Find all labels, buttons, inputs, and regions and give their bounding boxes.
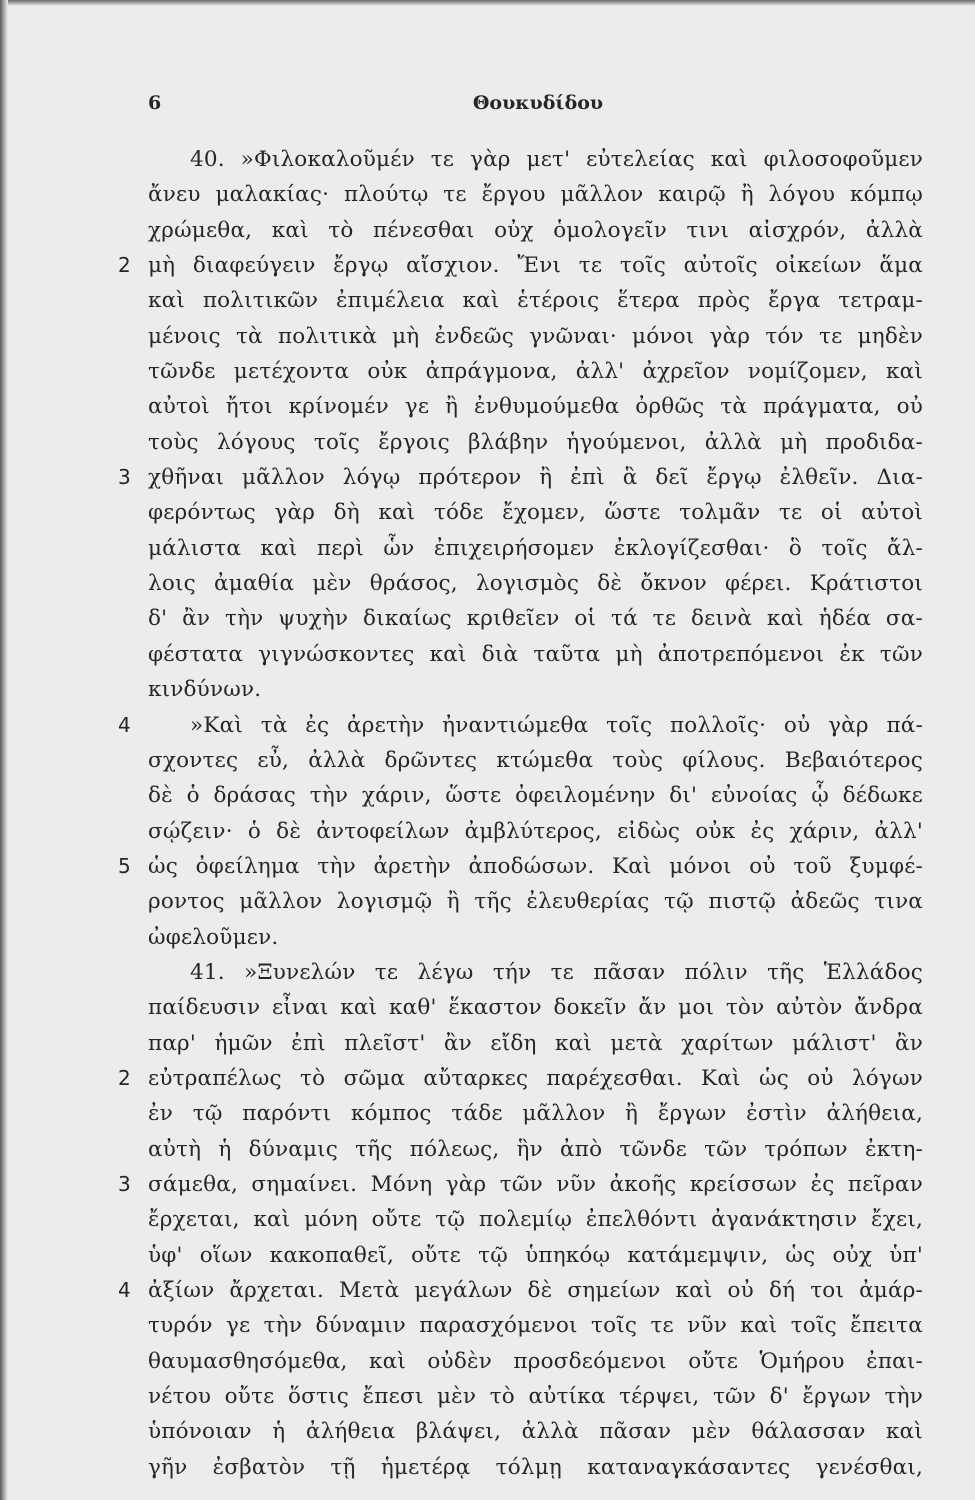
section-number: 4 — [118, 1278, 131, 1302]
line-text: εὐτραπέλως τὸ σῶμα αὔταρκες παρέχεσθαι. Καὶ ὡς οὐ λόγων — [148, 1065, 923, 1091]
section-number: 5 — [118, 853, 131, 878]
line-text: θαυμασθησόμεθα, καὶ οὐδὲν προσδεόμενοι οὔτε Ὁμήρου ἐπαι- — [148, 1348, 923, 1374]
line-text: ἀξίων ἄρχεται. Μετὰ μεγάλων δὲ σημείων καὶ οὐ δή τοι ἀμάρ- — [148, 1278, 923, 1303]
text-line — [118, 849, 923, 884]
line-text: ἐν τῷ παρόντι κόμπος τάδε μᾶλλον ἢ ἔργων ἐστὶν ἀλήθεια, — [148, 1101, 923, 1127]
line-text: ἄνευ μαλακίας· πλούτῳ τε ἔργου μᾶλλον καιρῷ ἢ λόγου κόμπῳ — [148, 182, 923, 208]
section-number: 2 — [118, 253, 131, 278]
text-line — [148, 990, 923, 1025]
line-text: τῶνδε μετέχοντα οὐκ ἀπράγμονα, ἀλλ' ἀχρεῖον νομίζομεν, καὶ — [148, 359, 923, 385]
line-text: »Καὶ τὰ ἐς ἀρετὴν ἠναντιώμεθα τοῖς πολλοῖς· οὐ γὰρ πά- — [190, 712, 923, 738]
text-line — [148, 637, 923, 672]
text-line — [148, 672, 923, 707]
text-line — [148, 1344, 923, 1379]
text-line — [118, 460, 923, 495]
line-text: σχοντες εὖ, ἀλλὰ δρῶντες κτώμεθα τοὺς φίλους. Βεβαιότερος — [148, 747, 923, 773]
line-text: ὑφ' οἵων κακοπαθεῖ, οὔτε τῷ ὑπηκόῳ κατάμεμψιν, ὡς οὐχ ὑπ' — [148, 1242, 923, 1268]
text-line — [148, 425, 923, 460]
text-line — [148, 495, 923, 530]
text-line — [148, 1096, 923, 1131]
section-number: 3 — [118, 1171, 131, 1196]
text-line — [148, 1132, 923, 1167]
line-text: κινδύνων. — [148, 677, 262, 703]
text-line — [118, 1167, 923, 1202]
line-text: αὐτὴ ἡ δύναμις τῆς πόλεως, ἣν ἀπὸ τῶνδε τῶν τρόπων ἐκτη- — [148, 1136, 923, 1162]
text-line — [148, 319, 923, 354]
text-line — [148, 177, 923, 212]
line-text: τυρόν γε τὴν δύναμιν παρασχόμενοι τοῖς τε νῦν καὶ τοῖς ἔπειτα — [148, 1313, 923, 1339]
text-line — [118, 708, 923, 743]
text-line — [118, 1273, 923, 1308]
text-line — [148, 566, 923, 601]
text-line — [148, 778, 923, 813]
line-text: χθῆναι μᾶλλον λόγῳ πρότερον ἢ ἐπὶ ἃ δεῖ ἔργῳ ἐλθεῖν. Δια- — [148, 465, 923, 491]
text-line — [148, 142, 923, 177]
text-line — [148, 1308, 923, 1343]
section-number: 4 — [118, 712, 131, 737]
line-text: σάμεθα, σημαίνει. Μόνη γὰρ τῶν νῦν ἀκοῆς κρείσσων ἐς πεῖραν — [148, 1171, 923, 1197]
line-text: 41. »Ξυνελών τε λέγω τήν τε πᾶσαν πόλιν τῆς Ἑλλάδος — [190, 959, 923, 985]
line-text: δὲ ὁ δράσας τὴν χάριν, ὥστε ὀφειλομένην δι' εὐνοίας ᾧ δέδωκε — [148, 783, 923, 809]
text-line — [148, 213, 923, 248]
text-line — [148, 601, 923, 636]
text-line — [148, 814, 923, 849]
text-body — [118, 142, 923, 1485]
section-number: 3 — [118, 465, 131, 490]
book-title: Θουκυδίδου — [472, 92, 604, 114]
text-line — [148, 531, 923, 566]
text-line — [148, 1238, 923, 1273]
text-line — [148, 1202, 923, 1237]
text-line — [148, 955, 923, 990]
text-line — [118, 1061, 923, 1096]
line-text: παίδευσιν εἶναι καὶ καθ' ἕκαστον δοκεῖν ἄν μοι τὸν αὐτὸν ἄνδρα — [148, 995, 923, 1021]
line-text: μάλιστα καὶ περὶ ὧν ἐπιχειρήσομεν ἐκλογίζεσθαι· ὃ τοῖς ἄλ- — [148, 535, 923, 561]
line-text: δ' ἂν τὴν ψυχὴν δικαίως κριθεῖεν οἱ τά τε δεινὰ καὶ ἡδέα σα- — [148, 606, 923, 632]
line-text: ὠφελοῦμεν. — [148, 924, 279, 950]
line-text: μὴ διαφεύγειν ἔργῳ αἴσχιον. Ἔνι τε τοῖς αὐτοῖς οἰκείων ἅμα — [148, 253, 923, 279]
line-text: φερόντως γὰρ δὴ καὶ τόδε ἔχομεν, ὥστε τολμᾶν τε οἱ αὐτοὶ — [148, 500, 923, 526]
line-text: σῴζειν· ὁ δὲ ἀντοφείλων ἀμβλύτερος, εἰδὼς οὐκ ἐς χάριν, ἀλλ' — [148, 818, 923, 844]
section-number: 2 — [118, 1065, 131, 1090]
text-line — [148, 884, 923, 919]
running-head — [148, 92, 928, 122]
scan-edge-top — [0, 0, 975, 6]
line-text: τοὺς λόγους τοῖς ἔργοις βλάβην ἡγούμενοι, ἀλλὰ μὴ προδιδα- — [148, 429, 923, 455]
text-line — [118, 248, 923, 283]
line-text: νέτου οὔτε ὅστις ἔπεσι μὲν τὸ αὐτίκα τέρψει, τῶν δ' ἔργων τὴν — [148, 1384, 923, 1410]
text-line — [148, 743, 923, 778]
line-text: ὑπόνοιαν ἡ ἀλήθεια βλάψει, ἀλλὰ πᾶσαν μὲν θάλασσαν καὶ — [148, 1419, 923, 1445]
scan-edge-left — [0, 0, 8, 1500]
text-line — [148, 1414, 923, 1449]
text-line — [148, 389, 923, 424]
line-text: ἔρχεται, καὶ μόνη οὔτε τῷ πολεμίῳ ἐπελθόντι ἀγανάκτησιν ἔχει, — [148, 1207, 923, 1233]
line-text: γῆν ἐσβατὸν τῇ ἡμετέρᾳ τόλμῃ καταναγκάσαντες γενέσθαι, — [148, 1454, 923, 1480]
page-number: 6 — [148, 92, 162, 114]
text-line — [148, 920, 923, 955]
text-line — [148, 1379, 923, 1414]
text-line — [148, 1450, 923, 1485]
line-text: καὶ πολιτικῶν ἐπιμέλεια καὶ ἑτέροις ἕτερα πρὸς ἔργα τετραμ- — [148, 288, 923, 314]
line-text: λοις ἀμαθία μὲν θράσος, λογισμὸς δὲ ὄκνον φέρει. Κράτιστοι — [148, 571, 923, 597]
line-text: αὐτοὶ ἤτοι κρίνομέν γε ἢ ἐνθυμούμεθα ὀρθῶς τὰ πράγματα, οὐ — [148, 394, 923, 420]
line-text: ὡς ὀφείλημα τὴν ἀρετὴν ἀποδώσων. Καὶ μόνοι οὐ τοῦ ξυμφέ- — [148, 853, 923, 879]
line-text: ροντος μᾶλλον λογισμῷ ἢ τῆς ἐλευθερίας τῷ πιστῷ ἀδεῶς τινα — [148, 889, 923, 915]
text-line — [148, 1026, 923, 1061]
line-text: παρ' ἡμῶν ἐπὶ πλεῖστ' ἂν εἴδη καὶ μετὰ χαρίτων μάλιστ' ἂν — [148, 1030, 923, 1056]
text-line — [148, 283, 923, 318]
line-text: χρώμεθα, καὶ τὸ πένεσθαι οὐχ ὁμολογεῖν τινι αἰσχρόν, ἀλλὰ — [148, 217, 923, 243]
line-text: μένοις τὰ πολιτικὰ μὴ ἐνδεῶς γνῶναι· μόνοι γὰρ τόν τε μηδὲν — [148, 323, 923, 349]
line-text: 40. »Φιλοκαλοῦμέν τε γὰρ μετ' εὐτελείας καὶ φιλοσοφοῦμεν — [190, 147, 923, 172]
line-text: φέστατα γιγνώσκοντες καὶ διὰ ταῦτα μὴ ἀποτρεπόμενοι ἐκ τῶν — [148, 641, 923, 667]
text-line — [148, 354, 923, 389]
